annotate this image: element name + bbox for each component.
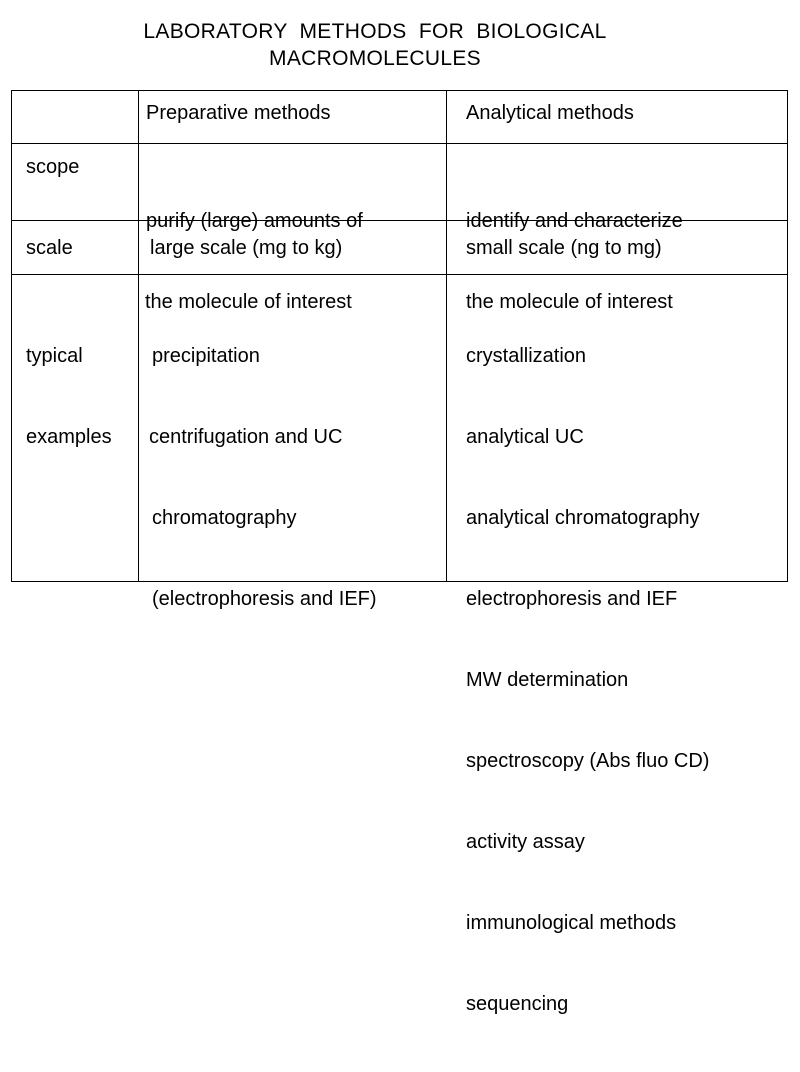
row-label-scale: scale: [26, 237, 73, 259]
scope-analytical-line: the molecule of interest: [466, 291, 673, 313]
row-label-scope: scope: [26, 156, 80, 178]
list-item: activity assay: [466, 831, 585, 853]
header-preparative-methods: Preparative methods: [146, 102, 331, 124]
list-item: spectroscopy (Abs fluo CD): [466, 750, 710, 772]
row-divider-header: [12, 143, 787, 144]
examples-analytical-list: [466, 289, 709, 1072]
page-title: [0, 18, 750, 72]
scope-preparative-line: the molecule of interest: [145, 291, 352, 313]
list-item: centrifugation and UC: [149, 426, 343, 448]
header-analytical-methods: Analytical methods: [466, 102, 634, 124]
list-item: immunological methods: [466, 912, 677, 934]
scope-analytical-line: identify and characterize: [466, 210, 683, 232]
list-item: crystallization: [466, 345, 587, 367]
list-item: sequencing: [466, 993, 569, 1015]
page-title-line-2: MACROMOLECULES: [269, 47, 481, 70]
scale-analytical: small scale (ng to mg): [466, 237, 662, 259]
column-divider-label: [138, 91, 139, 581]
examples-preparative-list: [149, 289, 377, 667]
list-item: precipitation: [152, 345, 260, 367]
methods-table: [11, 90, 788, 1015]
list-item: electrophoresis and IEF: [466, 588, 678, 610]
list-item: (electrophoresis and IEF): [152, 588, 377, 610]
list-item: chromatography: [152, 507, 297, 529]
list-item: MW determination: [466, 669, 629, 691]
page-title-line-1: LABORATORY METHODS FOR BIOLOGICAL: [143, 20, 607, 43]
list-item: analytical UC: [466, 426, 584, 448]
scope-preparative-line: purify (large) amounts of: [146, 210, 363, 232]
row-label-typical-examples: [26, 289, 112, 505]
row-label-line: examples: [26, 426, 112, 448]
row-label-line: typical: [26, 345, 83, 367]
scale-preparative: large scale (mg to kg): [150, 237, 343, 259]
column-divider-preparative: [446, 91, 447, 581]
list-item: analytical chromatography: [466, 507, 700, 529]
